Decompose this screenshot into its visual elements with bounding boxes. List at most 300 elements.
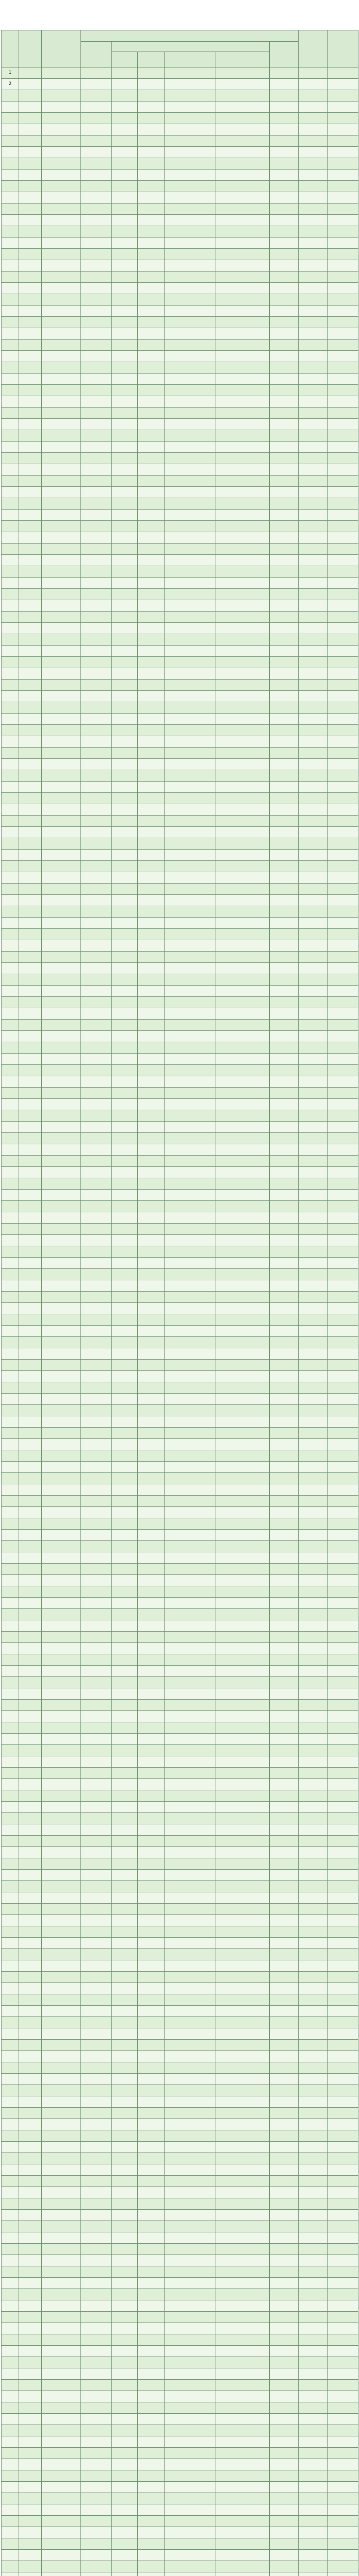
cell-c3 [165,1190,216,1201]
cell-base [81,861,112,872]
cell-name [19,1620,42,1632]
cell-seq [2,566,19,578]
table-row [2,2414,358,2425]
cell-c3 [165,1065,216,1076]
cell-c1 [112,2448,138,2459]
cell-c3 [165,1813,216,1824]
cell-village [42,1212,81,1224]
cell-c5 [270,2402,299,2414]
cell-name [19,1394,42,1405]
cell-c3 [165,1575,216,1586]
cell-name [19,714,42,725]
cell-c1 [112,453,138,464]
cell-village [42,1110,81,1122]
cell-c6 [299,2153,328,2164]
cell-village [42,317,81,328]
cell-village [42,578,81,589]
cell-village [42,2278,81,2289]
cell-c5 [270,952,299,963]
cell-c4 [216,1099,270,1110]
cell-name [19,1677,42,1688]
cell-c4 [216,2527,270,2538]
cell-extra [328,1201,358,1212]
cell-c4 [216,1031,270,1042]
cell-c1 [112,2221,138,2232]
cell-name [19,2198,42,2210]
cell-extra [328,1598,358,1609]
cell-seq [2,306,19,317]
cell-c1 [112,782,138,793]
cell-village [42,1382,81,1394]
cell-base [81,1144,112,1156]
cell-c6 [299,2232,328,2244]
cell-c4 [216,1666,270,1677]
cell-name [19,804,42,816]
cell-c2 [138,2527,165,2538]
cell-c5 [270,1326,299,1337]
cell-name [19,1031,42,1042]
cell-c2 [138,1768,165,1779]
col-name [19,30,42,67]
cell-base [81,714,112,725]
cell-name [19,884,42,895]
cell-seq [2,657,19,668]
cell-c3 [165,2221,216,2232]
cell-c4 [216,1745,270,1756]
cell-c4 [216,2380,270,2391]
cell-c5 [270,1620,299,1632]
cell-c3 [165,1609,216,1620]
cell-c4 [216,634,270,646]
cell-c1 [112,2572,138,2576]
cell-base [81,181,112,192]
cell-village [42,1813,81,1824]
cell-c1 [112,884,138,895]
cell-extra [328,396,358,408]
cell-seq [2,2062,19,2074]
cell-name [19,294,42,306]
cell-name [19,2561,42,2572]
cell-extra [328,1360,358,1371]
cell-c2 [138,2130,165,2142]
cell-c1 [112,1394,138,1405]
cell-c2 [138,453,165,464]
cell-c2 [138,736,165,748]
cell-extra [328,1484,358,1496]
cell-c5 [270,1745,299,1756]
cell-seq [2,1722,19,1734]
cell-extra [328,1836,358,1847]
cell-village [42,544,81,555]
cell-c1 [112,1734,138,1745]
cell-c6 [299,2459,328,2470]
cell-seq [2,1813,19,1824]
cell-extra [328,2210,358,2221]
cell-base [81,2244,112,2255]
cell-base [81,952,112,963]
cell-c1 [112,2176,138,2187]
cell-c6 [299,204,328,215]
cell-seq [2,2572,19,2576]
cell-village [42,1439,81,1450]
cell-c4 [216,442,270,453]
cell-name [19,2244,42,2255]
cell-c5 [270,634,299,646]
cell-extra [328,1904,358,1915]
cell-village [42,963,81,974]
cell-seq [2,589,19,600]
cell-c2 [138,249,165,260]
cell-base [81,748,112,759]
cell-base [81,2436,112,2448]
cell-c5 [270,1099,299,1110]
cell-name [19,2357,42,2368]
cell-c1 [112,2414,138,2425]
table-row [2,1745,358,1756]
col-village [42,30,81,67]
cell-c1 [112,1065,138,1076]
cell-name [19,1881,42,1892]
cell-c3 [165,2006,216,2017]
cell-c6 [299,317,328,328]
cell-c1 [112,1031,138,1042]
cell-c3 [165,1020,216,1031]
cell-name [19,1700,42,1711]
cell-base [81,1348,112,1360]
table-row [2,147,358,158]
cell-c5 [270,861,299,872]
cell-c2 [138,1654,165,1666]
cell-c5 [270,1360,299,1371]
cell-extra [328,2153,358,2164]
cell-c2 [138,1564,165,1575]
cell-name [19,1235,42,1246]
cell-c6 [299,1722,328,1734]
cell-seq [2,1949,19,1960]
cell-c4 [216,1144,270,1156]
cell-name [19,702,42,714]
cell-c6 [299,2266,328,2278]
cell-seq [2,1983,19,1994]
cell-c5 [270,1122,299,1133]
cell-c5 [270,2221,299,2232]
cell-c6 [299,238,328,249]
cell-c2 [138,67,165,79]
cell-base [81,294,112,306]
cell-c3 [165,1666,216,1677]
cell-name [19,2142,42,2153]
cell-c1 [112,1235,138,1246]
cell-seq [2,464,19,476]
cell-c3 [165,2334,216,2346]
cell-seq [2,340,19,351]
cell-c6 [299,67,328,79]
cell-c5 [270,1836,299,1847]
cell-c5 [270,101,299,113]
cell-seq [2,1858,19,1870]
cell-base [81,521,112,532]
cell-name [19,1575,42,1586]
cell-c5 [270,79,299,90]
cell-c2 [138,691,165,702]
cell-extra [328,589,358,600]
cell-c4 [216,2448,270,2459]
cell-name [19,1870,42,1881]
cell-name [19,918,42,929]
cell-c2 [138,2425,165,2436]
cell-c1 [112,906,138,918]
cell-c4 [216,612,270,623]
cell-village [42,2414,81,2425]
cell-seq [2,1575,19,1586]
cell-c4 [216,2187,270,2198]
table-row [2,1122,358,1133]
cell-base [81,906,112,918]
cell-extra [328,714,358,725]
cell-extra [328,986,358,997]
cell-extra [328,1552,358,1564]
cell-seq [2,238,19,249]
cell-c5 [270,521,299,532]
cell-c1 [112,2459,138,2470]
table-row [2,1428,358,1439]
table-row [2,124,358,135]
table-row [2,306,358,317]
cell-c3 [165,2357,216,2368]
cell-seq [2,1462,19,1473]
cell-c2 [138,1734,165,1745]
cell-seq [2,1088,19,1099]
cell-c5 [270,2323,299,2334]
cell-seq [2,158,19,170]
cell-c4 [216,1156,270,1167]
cell-seq [2,974,19,986]
cell-c1 [112,2346,138,2357]
table-row [2,2232,358,2244]
cell-extra [328,1530,358,1541]
cell-c1 [112,158,138,170]
table-row [2,1020,358,1031]
cell-base [81,1564,112,1575]
cell-c1 [112,2504,138,2516]
cell-c3 [165,1802,216,1813]
cell-c5 [270,1484,299,1496]
cell-c6 [299,1700,328,1711]
cell-c3 [165,1700,216,1711]
cell-extra [328,895,358,906]
cell-extra [328,1620,358,1632]
cell-village [42,2187,81,2198]
cell-c3 [165,328,216,340]
cell-c1 [112,2255,138,2266]
cell-c4 [216,2221,270,2232]
cell-c2 [138,464,165,476]
cell-c1 [112,204,138,215]
cell-seq [2,385,19,396]
cell-name [19,2130,42,2142]
cell-extra [328,2448,358,2459]
cell-c4 [216,2232,270,2244]
cell-c4 [216,1790,270,1802]
table-row [2,929,358,940]
cell-c2 [138,487,165,498]
cell-c4 [216,1915,270,1926]
cell-c4 [216,940,270,952]
cell-seq [2,2085,19,2096]
cell-c3 [165,340,216,351]
cell-extra [328,1144,358,1156]
cell-name [19,634,42,646]
cell-c5 [270,317,299,328]
cell-seq [2,1360,19,1371]
cell-extra [328,850,358,861]
cell-c6 [299,1258,328,1269]
cell-seq [2,2096,19,2108]
cell-seq [2,362,19,374]
cell-c6 [299,1858,328,1870]
cell-c1 [112,1779,138,1790]
cell-extra [328,1439,358,1450]
cell-village [42,1190,81,1201]
cell-name [19,2538,42,2550]
cell-name [19,1518,42,1530]
cell-extra [328,566,358,578]
cell-c4 [216,1292,270,1303]
cell-extra [328,2198,358,2210]
cell-c6 [299,1666,328,1677]
cell-c3 [165,2527,216,2538]
table-row [2,1870,358,1881]
cell-c5 [270,2572,299,2576]
cell-c4 [216,1133,270,1144]
cell-seq [2,2221,19,2232]
cell-c2 [138,1235,165,1246]
cell-base [81,170,112,181]
cell-c2 [138,1224,165,1235]
cell-c4 [216,2470,270,2482]
cell-base [81,2278,112,2289]
cell-seq [2,838,19,850]
cell-c6 [299,691,328,702]
cell-village [42,1258,81,1269]
cell-village [42,1088,81,1099]
cell-c1 [112,510,138,521]
cell-c1 [112,1666,138,1677]
table-row [2,2210,358,2221]
cell-village [42,2527,81,2538]
cell-name [19,1326,42,1337]
cell-c6 [299,668,328,680]
cell-c6 [299,1190,328,1201]
cell-c1 [112,1620,138,1632]
table-row [2,362,358,374]
cell-c5 [270,1031,299,1042]
cell-seq [2,2380,19,2391]
table-row [2,476,358,487]
cell-c4 [216,2357,270,2368]
cell-c5 [270,2380,299,2391]
cell-c5 [270,306,299,317]
cell-name [19,1416,42,1428]
cell-c5 [270,1688,299,1700]
cell-c4 [216,1870,270,1881]
table-row [2,1711,358,1722]
cell-extra [328,453,358,464]
cell-extra [328,79,358,90]
cell-extra [328,1813,358,1824]
cell-base [81,2459,112,2470]
cell-extra [328,1326,358,1337]
cell-c6 [299,1756,328,1768]
cell-c1 [112,2266,138,2278]
cell-c5 [270,283,299,294]
cell-c5 [270,884,299,895]
cell-village [42,419,81,430]
cell-c3 [165,1201,216,1212]
cell-c6 [299,736,328,748]
cell-c5 [270,2561,299,2572]
cell-c5 [270,487,299,498]
cell-extra [328,2040,358,2051]
cell-c2 [138,1994,165,2006]
cell-c3 [165,1382,216,1394]
cell-village [42,1847,81,1858]
cell-seq [2,1609,19,1620]
cell-c3 [165,1326,216,1337]
cell-base [81,1122,112,1133]
cell-extra [328,260,358,272]
cell-name [19,1144,42,1156]
cell-village [42,442,81,453]
cell-extra [328,1065,358,1076]
table-row [2,1700,358,1711]
cell-extra [328,1428,358,1439]
cell-c4 [216,770,270,782]
cell-c1 [112,929,138,940]
cell-c6 [299,124,328,135]
cell-c2 [138,2006,165,2017]
cell-c4 [216,1643,270,1654]
cell-extra [328,1122,358,1133]
cell-name [19,2119,42,2130]
cell-name [19,476,42,487]
cell-c4 [216,1938,270,1949]
cell-c5 [270,1065,299,1076]
cell-c5 [270,1541,299,1552]
cell-extra [328,544,358,555]
table-row [2,634,358,646]
cell-c4 [216,135,270,147]
table-row [2,215,358,226]
cell-base [81,1847,112,1858]
cell-c4 [216,1994,270,2006]
cell-base [81,430,112,442]
cell-c6 [299,1348,328,1360]
cell-c3 [165,430,216,442]
cell-village [42,1144,81,1156]
cell-extra [328,135,358,147]
cell-village [42,2538,81,2550]
cell-base [81,385,112,396]
cell-c4 [216,1824,270,1836]
cell-base [81,1722,112,1734]
cell-c2 [138,1348,165,1360]
cell-base [81,1915,112,1926]
cell-c3 [165,600,216,612]
cell-extra [328,1167,358,1178]
cell-seq [2,1552,19,1564]
cell-name [19,1847,42,1858]
